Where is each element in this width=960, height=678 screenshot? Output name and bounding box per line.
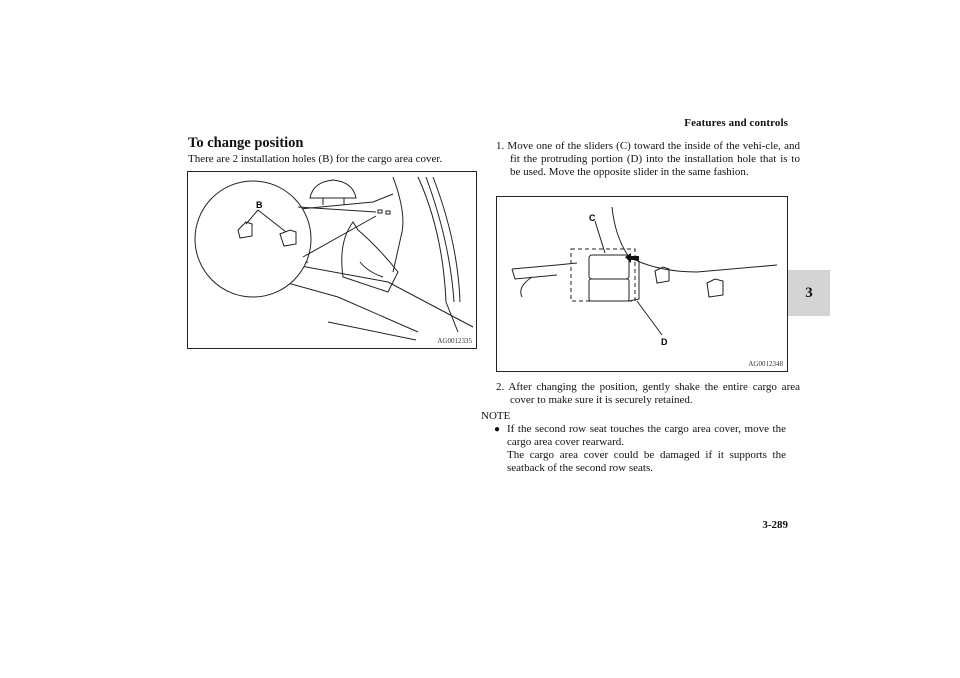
callout-d: D bbox=[661, 337, 668, 347]
cargo-area-illustration bbox=[187, 171, 477, 349]
page-number: 3-289 bbox=[762, 519, 788, 531]
step-2: 2. After changing the position, gently shake the entire cargo area cover to make sure it is securely retained. bbox=[496, 381, 800, 406]
step-1: 1. Move one of the sliders (C) toward the inside of the vehi-cle, and fit the protruding portion (D) into the installation hole that is to be used. Move the opposite slider in the same fashion. bbox=[496, 140, 800, 178]
callout-c: C bbox=[589, 213, 596, 223]
note-label: NOTE bbox=[481, 410, 511, 422]
slider-drawing bbox=[497, 197, 787, 371]
intro-text: There are 2 installation holes (B) for the cargo area cover. bbox=[188, 153, 443, 165]
callout-b: B bbox=[256, 200, 263, 210]
note-block bbox=[494, 423, 786, 475]
cargo-area-drawing bbox=[188, 172, 476, 348]
note-line-1: If the second row seat touches the cargo area cover, move the cargo area cover rearward. bbox=[507, 423, 786, 448]
note-line-2: The cargo area cover could be damaged if it supports the seatback of the second row seats. bbox=[507, 449, 786, 474]
section-header: Features and controls bbox=[684, 117, 788, 129]
slider-illustration bbox=[496, 196, 788, 372]
section-heading: To change position bbox=[188, 135, 304, 151]
figure-code: AG0012348 bbox=[748, 360, 783, 368]
chapter-tab: 3 bbox=[788, 270, 830, 316]
bullet-icon: ● bbox=[494, 424, 501, 435]
figure-code: AG0012335 bbox=[437, 337, 472, 345]
